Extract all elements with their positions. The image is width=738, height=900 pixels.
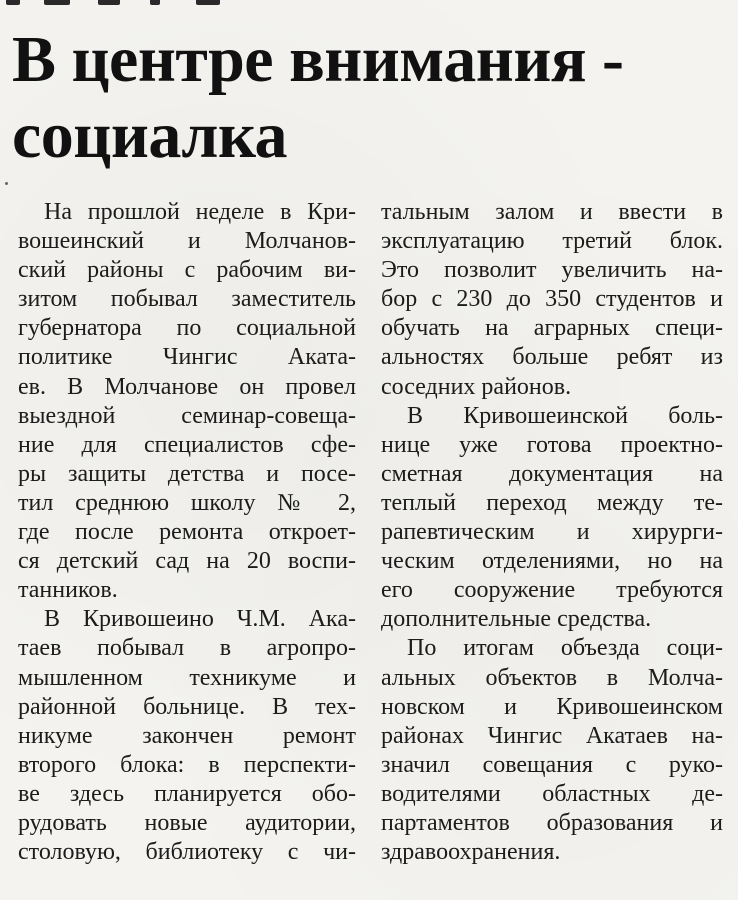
text-line: бор с 230 до 350 студентов и [381,286,723,313]
text-line: ев. В Молчанове он провел [18,373,356,400]
text-line: мышленном техникуме и [18,664,356,691]
article-column-left [18,198,356,867]
text-line: ве здесь планируется обо- [18,780,356,807]
text-line: На прошлой неделе в Кри- [44,199,356,225]
text-line: районах Чингис Акатаев на- [381,722,723,749]
text-line: рудовать новые аудитории, [18,809,356,836]
text-line: здравоохранения. [381,839,561,866]
text-line: таев побывал в агропро- [18,635,356,662]
ink-fragment [98,0,120,5]
text-line: ский районы с рабочим ви- [18,257,356,284]
text-line: В Кривошеинской боль- [407,402,723,429]
text-line: обучать на аграрных специ- [381,315,723,342]
text-line: По итогам объезда соци- [407,635,723,662]
text-line: его сооружение требуются [381,577,723,604]
previous-article-fragment [0,0,738,10]
ink-fragment [6,0,20,5]
text-line: теплый переход между те- [381,489,723,516]
headline-line-2: социалка [12,99,287,172]
text-line: тальным залом и ввести в [381,199,723,225]
text-line: выездной семинар-совеща- [18,402,356,429]
text-line: ческим отделениями, но на [381,548,723,575]
text-line: нице уже готова проектно- [381,431,723,458]
text-line: дополнительные средства. [381,606,652,633]
print-speck [5,182,8,185]
article-column-right [381,198,723,867]
text-line: новском и Кривошеинском [381,693,723,720]
text-line: ние для специалистов сфе- [18,431,356,458]
text-line: альных объектов в Молча- [381,664,723,691]
text-line: где после ремонта откроет- [18,519,356,546]
text-line: альностях больше ребят из [381,344,723,371]
text-line: второго блока: в перспекти- [18,751,356,778]
text-line: зитом побывал заместитель [18,286,356,313]
ink-fragment [196,0,220,5]
text-line: политике Чингис Аката- [18,344,356,371]
text-line: вошеинский и Молчанов- [18,228,356,255]
article-headline [12,22,624,174]
text-line: районной больнице. В тех- [18,693,356,720]
text-line: столовую, библиотеку с чи- [18,839,356,866]
ink-fragment [150,0,160,5]
text-line: В Кривошеино Ч.М. Ака- [44,606,356,633]
headline-line-1: В центре внимания - [12,23,624,96]
text-line: рапевтическим и хирурги- [381,519,723,546]
text-line: ся детский сад на 20 воспи- [18,548,356,575]
text-line: танников. [18,577,118,604]
text-line: водителями областных де- [381,780,723,807]
text-line: губернатора по социальной [18,315,356,342]
text-line: никуме закончен ремонт [18,722,356,749]
text-line: соседних районов. [381,373,572,400]
text-line: ры защиты детства и посе- [18,460,356,487]
ink-fragment [44,0,70,5]
text-line: эксплуатацию третий блок. [381,228,723,255]
text-line: тил среднюю школу № 2, [18,489,356,516]
text-line: значил совещания с руко- [381,751,723,778]
text-line: Это позволит увеличить на- [381,257,723,284]
text-line: сметная документация на [381,460,723,487]
text-line: партаментов образования и [381,809,723,836]
